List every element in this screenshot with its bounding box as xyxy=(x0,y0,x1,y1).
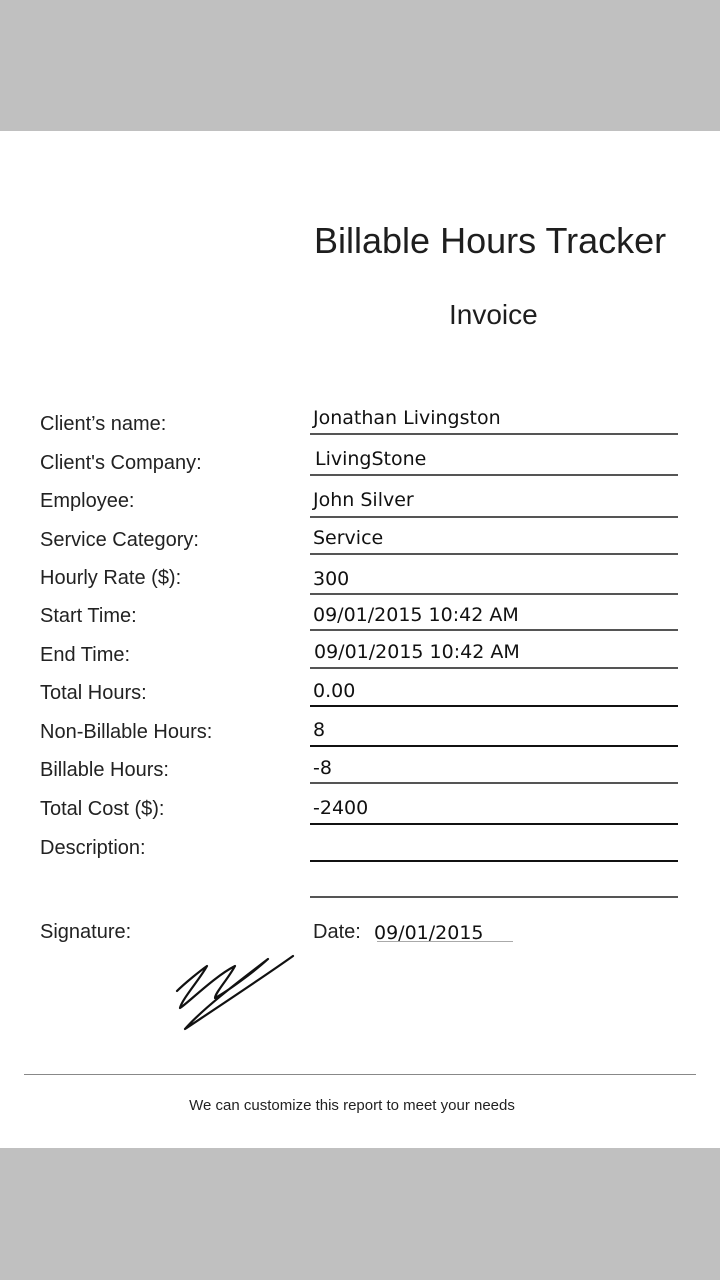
invoice-page xyxy=(0,131,720,1148)
value-total-cost: -2400 xyxy=(313,797,369,819)
label-hourly-rate: Hourly Rate ($): xyxy=(40,567,182,589)
value-employee: John Silver xyxy=(313,489,414,511)
label-service-category: Service Category: xyxy=(40,529,199,551)
label-employee: Employee: xyxy=(40,490,135,512)
value-start-time: 09/01/2015 10:42 AM xyxy=(313,604,519,626)
label-non-billable-hours: Non-Billable Hours: xyxy=(40,721,213,743)
label-end-time: End Time: xyxy=(40,644,131,666)
underline-hourly-rate xyxy=(310,593,678,595)
date-underline xyxy=(377,941,513,942)
underline-client-name xyxy=(310,433,678,435)
underline-description-1 xyxy=(310,860,678,862)
underline-start-time xyxy=(310,629,678,631)
signature-image xyxy=(170,951,300,1041)
document-title: Billable Hours Tracker xyxy=(314,220,667,261)
underline-billable-hours xyxy=(310,782,678,784)
underline-total-hours xyxy=(310,705,678,707)
value-hourly-rate: 300 xyxy=(313,568,350,590)
value-client-name: Jonathan Livingston xyxy=(313,407,501,429)
underline-description-2 xyxy=(310,896,678,898)
date-value: 09/01/2015 xyxy=(374,922,484,944)
label-client-name: Client’s name: xyxy=(40,413,167,435)
label-client-company: Client's Company: xyxy=(40,452,202,474)
value-service-category: Service xyxy=(313,527,384,549)
value-billable-hours: -8 xyxy=(313,757,332,779)
signature-label: Signature: xyxy=(40,921,132,943)
value-total-hours: 0.00 xyxy=(313,680,356,702)
value-client-company: LivingStone xyxy=(315,448,427,470)
underline-employee xyxy=(310,516,678,518)
label-start-time: Start Time: xyxy=(40,605,137,627)
label-total-hours: Total Hours: xyxy=(40,682,147,704)
value-non-billable-hours: 8 xyxy=(313,719,326,741)
footer-text: We can customize this report to meet your needs xyxy=(189,1097,515,1114)
label-billable-hours: Billable Hours: xyxy=(40,759,169,781)
underline-total-cost xyxy=(310,823,678,825)
value-end-time: 09/01/2015 10:42 AM xyxy=(314,641,520,663)
date-label: Date: xyxy=(313,921,361,943)
label-description: Description: xyxy=(40,837,146,859)
underline-client-company xyxy=(310,474,678,476)
underline-service-category xyxy=(310,553,678,555)
label-total-cost: Total Cost ($): xyxy=(40,798,165,820)
document-subtitle: Invoice xyxy=(449,299,538,330)
underline-non-billable-hours xyxy=(310,745,678,747)
footer-divider xyxy=(24,1074,696,1075)
underline-end-time xyxy=(310,667,678,669)
